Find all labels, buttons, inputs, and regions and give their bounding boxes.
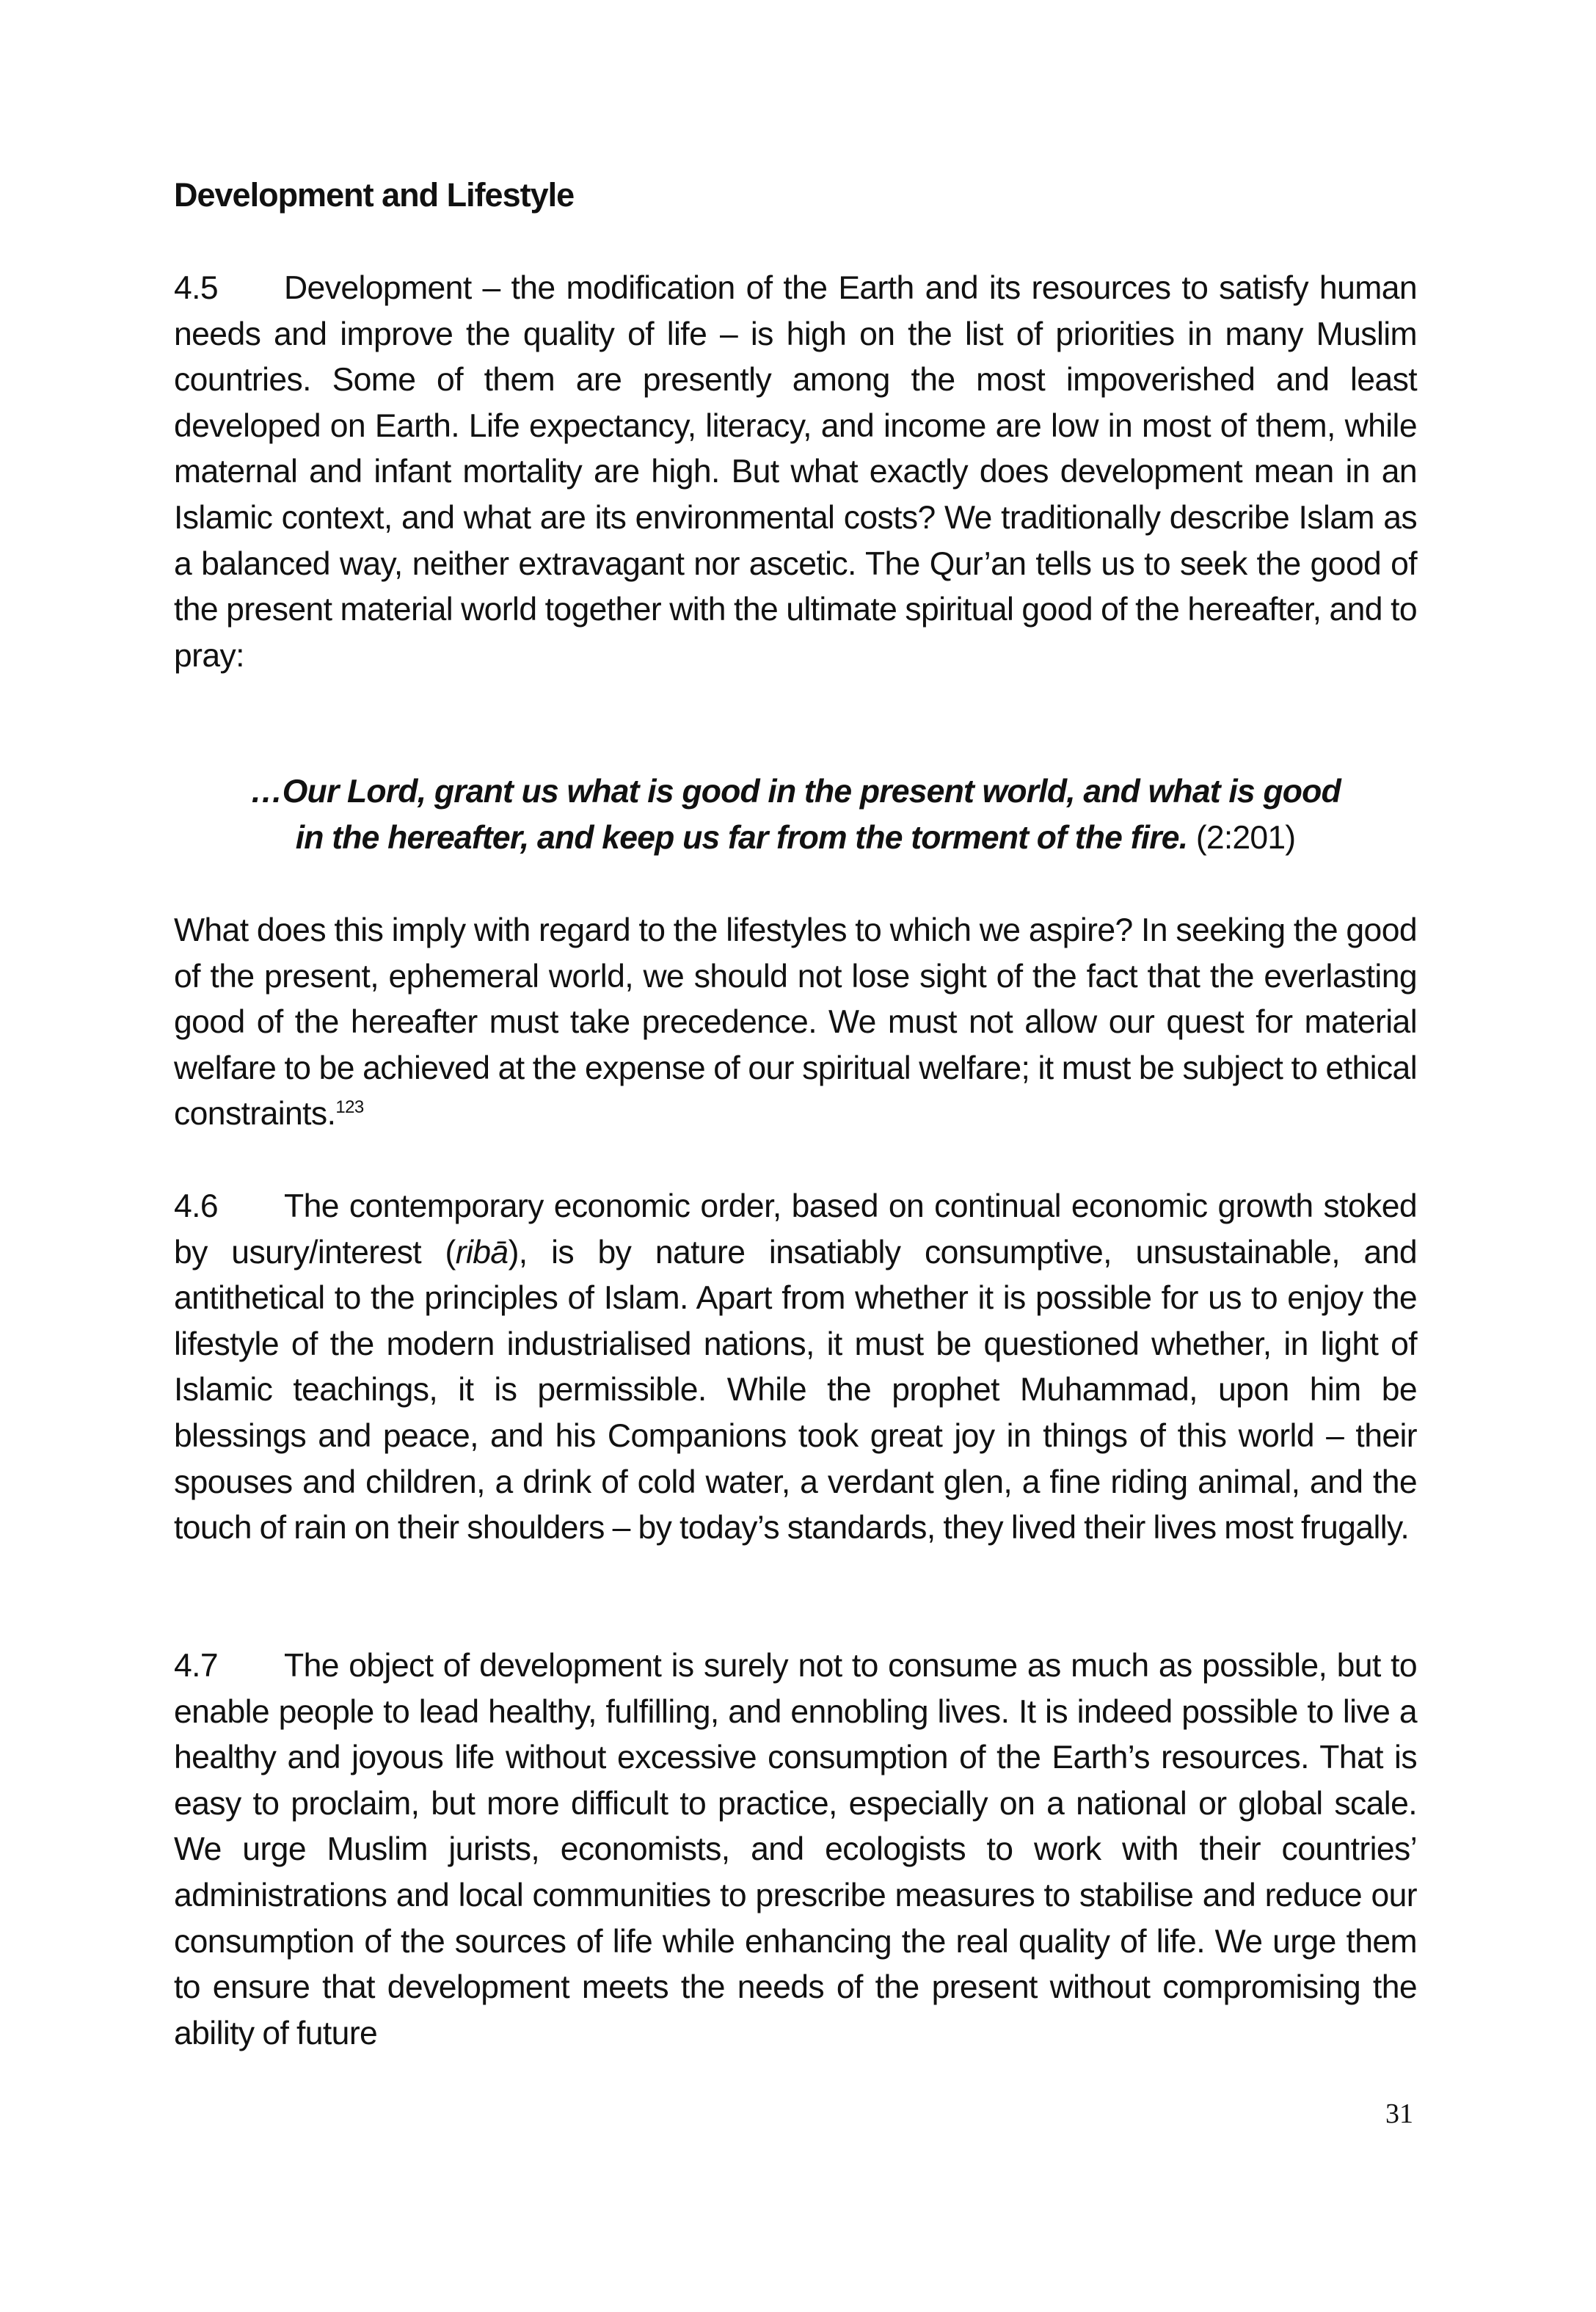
paragraph-text: The object of development is surely not to consume as much as possible, but to enable people to lead healthy, fulfilling, and ennobling lives. It is indeed possible to live a healthy and joyous life without excessive consumption of the Earth’s resources. That is easy to proclaim, but more difficult to practice, especially on a national or global scale. We urge Muslim jurists, economists, and ecologists to work with their countries’ administrations and local communities to prescribe measures to stabilise and reduce our consumption of the sources of life while enhancing the real quality of life. We urge them to ensure that development meets the needs of the present without compromising the ability of future <box>174 1648 1417 2051</box>
paragraph-4-6 <box>174 1184 1417 1552</box>
section-heading: Development and Lifestyle <box>174 176 575 214</box>
footnote-marker[interactable]: 123 <box>335 1097 364 1118</box>
paragraph-continuation <box>174 908 1417 1138</box>
page-number: 31 <box>1385 2098 1413 2129</box>
paragraph-text: What does this imply with regard to the lifestyles to which we aspire? In seeking the good of the present, ephemeral world, we should not lose sight of the fact that the everlasting good of the hereafter must take precedence. We must not allow our quest for material welfare to be achieved at the expense of our spiritual welfare; it must be subject to ethical constraints. <box>174 912 1417 1133</box>
paragraph-text-b: ), is by nature insatiably consumptive, unsustainable, and antithetical to the principles of Islam. Apart from whether it is possible for us to enjoy the lifestyle of the modern industrialised nations, it must be questioned whether, in light of Islamic teachings, it is permissible. While the prophet Muhammad, upon him be blessings and peace, and his Companions took great joy in things of this world – their spouses and children, a drink of cold water, a verdant glen, a fine riding animal, and the touch of rain on their shoulders – by today’s standards, they lived their lives most frugally. <box>174 1234 1417 1546</box>
paragraph-number: 4.6 <box>174 1188 219 1224</box>
paragraph-text: Development – the modification of the Earth and its resources to satisfy human needs and improve the quality of life – is high on the list of priorities in many Muslim countries. Some of them are presently among the most impoverished and least developed on Earth. Life expectancy, literacy, and income are low in most of them, while maternal and infant mortality are high. But what exactly does development mean in an Islamic context, and what are its environmental costs? We traditionally describe Islam as a balanced way, neither extravagant nor ascetic. The Qur’an tells us to seek the good of the present material world together with the ultimate spiritual good of the hereafter, and to pray: <box>174 270 1417 674</box>
quote-reference: (2:201) <box>1195 819 1296 856</box>
quran-quote <box>174 769 1417 861</box>
paragraph-4-7 <box>174 1643 1417 2057</box>
paragraph-4-5 <box>174 266 1417 679</box>
paragraph-text-a: The contemporary economic order, based on continual economic growth stoked by usury/interest ( <box>174 1188 1417 1270</box>
quote-line-2: in the hereafter, and keep us far from the torment of the fire. <box>295 819 1188 856</box>
paragraph-number: 4.7 <box>174 1648 219 1684</box>
quote-line-1: …Our Lord, grant us what is good in the present world, and what is good <box>250 774 1341 810</box>
italic-term: ribā <box>455 1234 509 1270</box>
paragraph-number: 4.5 <box>174 270 219 306</box>
